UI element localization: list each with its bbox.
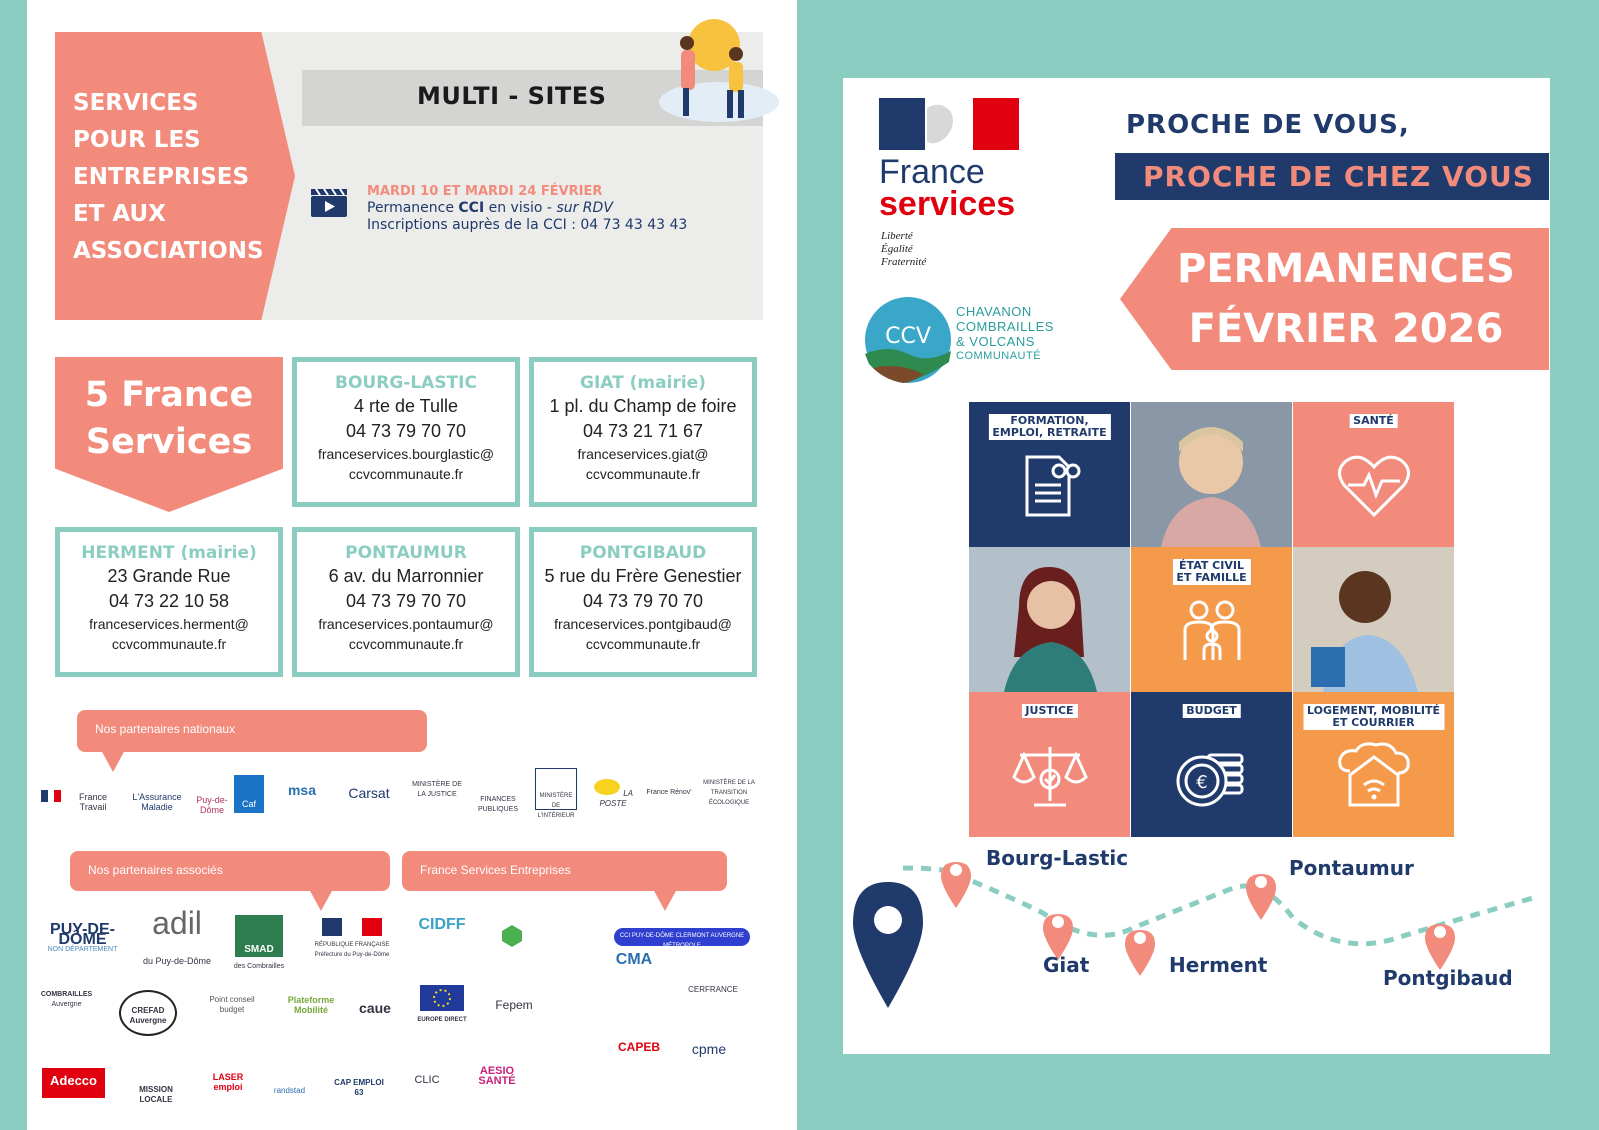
bubble-tail [653, 889, 677, 911]
event-registration: Inscriptions auprès de la CCI : 04 73 43 43 43 [367, 217, 688, 233]
tagline-line-2: PROCHE DE CHEZ VOUS [1143, 160, 1534, 193]
adecco-logo: Adecco [42, 1068, 105, 1098]
cci-logo: CCI PUY-DE-DÔME CLERMONT AUVERGNE MÉTROPOLE [614, 928, 750, 946]
city-bourg-lastic: Bourg-Lastic [986, 846, 1129, 870]
site-email-domain: ccvcommunaute.fr [585, 466, 701, 482]
clic-logo: CLIC [414, 1074, 440, 1086]
tile-label-line: LOGEMENT, MOBILITÉ [1306, 704, 1441, 717]
site-email: franceservices.pontaumur@ [318, 616, 494, 632]
site-email: franceservices.pontgibaud@ [554, 616, 732, 632]
ccv-name-line: COMMUNAUTÉ [956, 350, 1042, 362]
bubble-tail [309, 889, 333, 911]
site-email-domain: ccvcommunaute.fr [111, 636, 227, 652]
france-travail-logo: France Travail [78, 792, 107, 812]
ccv-name-line: & VOLCANS [956, 334, 1035, 349]
event-text: Permanence [367, 200, 459, 216]
cma-logo: CMA [615, 951, 653, 968]
site-email-domain: ccvcommunaute.fr [348, 636, 464, 652]
document-glasses-icon [1015, 451, 1085, 521]
combrailles-logo: COMBRAILLES [40, 991, 93, 998]
site-name: PONTGIBAUD [579, 543, 707, 563]
site-address: 5 rue du Frère Genestier [544, 566, 742, 586]
fs-count-line: 5 France [84, 375, 254, 415]
event-text: en visio - [484, 200, 557, 216]
smad-logo: SMAD [235, 915, 283, 957]
brand-france: France [879, 153, 985, 191]
site-phone: 04 73 22 10 58 [108, 591, 230, 611]
motto-line: Égalité [881, 243, 913, 255]
permanences-title: PERMANENCES [1177, 246, 1515, 292]
motto-line: Fraternité [881, 256, 927, 268]
tile-sante [1293, 402, 1454, 547]
marianne-logo [879, 98, 1019, 150]
prefecture-sub: Préfecture du Puy-de-Dôme [314, 952, 390, 958]
associated-partners-bubble: Nos partenaires associés [70, 851, 390, 891]
site-email-domain: ccvcommunaute.fr [348, 466, 464, 482]
la-poste-logo [587, 778, 639, 809]
enterprise-title [73, 85, 264, 270]
tile-label-line: ÉTAT CIVIL [1179, 559, 1244, 572]
site-email-domain: ccvcommunaute.fr [585, 636, 701, 652]
fs-count-line: Services [85, 422, 253, 462]
tile-label-line: ET COURRIER [1332, 716, 1415, 729]
site-address: 4 rte de Tulle [353, 396, 459, 416]
combrailles-sub: Auvergne [51, 1001, 82, 1008]
tile-etat-civil [1131, 547, 1292, 692]
motto-line: Liberté [881, 230, 913, 242]
photo-portrait-1 [1131, 402, 1292, 547]
msa-logo: msa [287, 782, 317, 798]
cap-emploi-logo: CAP EMPLOI 63 [334, 1078, 384, 1097]
right-page [843, 78, 1550, 1054]
photo-man-glasses [1293, 547, 1454, 692]
randstad-logo: randstad [273, 1086, 306, 1095]
site-name: GIAT (mairie) [580, 373, 706, 393]
pin-herment-icon [1125, 930, 1155, 976]
crefad-sub: Auvergne [129, 1016, 167, 1025]
tile-justice-label: JUSTICE [1021, 704, 1077, 718]
site-card-giat [529, 357, 757, 507]
enterprise-title-line: POUR LES [73, 127, 201, 153]
bubble-tail [101, 750, 125, 772]
carsat-logo: Carsat [348, 785, 390, 801]
city-pontaumur: Pontaumur [1289, 856, 1414, 880]
ccv-name-line: CHAVANON [956, 304, 1032, 319]
city-herment: Herment [1169, 953, 1268, 977]
services-grid [969, 402, 1454, 837]
enterprise-title-line: ENTREPRISES [73, 164, 250, 190]
site-name: PONTAUMUR [345, 543, 467, 563]
plateforme-mobilite-logo: Plateforme Mobilité [287, 995, 335, 1015]
mission-locale-logo: MISSION LOCALE [139, 1085, 173, 1104]
site-card-pontaumur [292, 527, 520, 677]
aesio-sante-logo: AESIO SANTÉ [478, 1065, 516, 1087]
tile-label-line: EMPLOI, RETRAITE [992, 426, 1107, 439]
crefad-label: CREFAD [131, 1006, 165, 1015]
ministere-interieur-logo: MINISTÈRE DE L'INTÉRIEUR [535, 768, 577, 810]
ministere-transition-logo: MINISTÈRE DE LA TRANSITION ÉCOLOGIQUE [703, 780, 755, 806]
city-pontgibaud: Pontgibaud [1383, 966, 1513, 990]
site-email: franceservices.giat@ [577, 446, 709, 462]
finances-publiques-logo: FINANCES PUBLIQUES [477, 796, 519, 813]
france-services-brand [879, 153, 1016, 223]
parentalite-logo [497, 925, 527, 949]
site-address: 1 pl. du Champ de foire [549, 396, 737, 416]
smad-subtitle: des Combrailles [233, 963, 285, 970]
la-poste-label: LA POSTE [599, 789, 634, 808]
crefad-logo [119, 990, 177, 1036]
svg-text:€: € [1195, 772, 1208, 794]
ccv-name-line: COMBRAILLES [956, 319, 1054, 334]
video-clapper-icon [310, 188, 348, 218]
brand-services: services [879, 185, 1016, 223]
cidff-logo: CIDFF [418, 916, 466, 933]
ccv-mark: CCV [885, 324, 931, 349]
adil-logo: adil [152, 905, 202, 941]
enterprise-title-line: ASSOCIATIONS [73, 238, 264, 264]
site-name: HERMENT (mairie) [81, 543, 257, 563]
fepem-logo: Fepem [495, 998, 533, 1012]
point-conseil-budget-logo: Point conseil budget [209, 995, 255, 1014]
site-phone: 04 73 21 71 67 [582, 421, 704, 441]
fs-count-title [55, 372, 283, 466]
prefecture-label: RÉPUBLIQUE FRANÇAISE [314, 942, 390, 948]
site-address: 6 av. du Marronnier [328, 566, 484, 586]
enterprise-partners-bubble: France Services Entreprises [402, 851, 727, 891]
france-renov-logo: France Rénov' [646, 789, 692, 796]
house-wifi-icon [1334, 741, 1414, 811]
photo-woman-smiling [1131, 402, 1292, 547]
event-date: MARDI 10 ET MARDI 24 FÉVRIER [367, 184, 603, 199]
city-giat: Giat [1043, 953, 1090, 977]
site-card-pontgibaud [529, 527, 757, 677]
site-phone: 04 73 79 70 70 [345, 591, 467, 611]
permanences-month: FÉVRIER 2026 [1188, 306, 1504, 352]
event-cci: CCI [458, 200, 485, 216]
caue-logo: caue [359, 1000, 391, 1016]
site-phone: 04 73 79 70 70 [345, 421, 467, 441]
europe-direct-label: EUROPE DIRECT [417, 1017, 467, 1023]
site-email: franceservices.herment@ [89, 616, 249, 632]
site-card-bourg-lastic [292, 357, 520, 507]
pin-bourg-lastic-icon [941, 862, 971, 908]
photo-portrait-3 [1293, 547, 1454, 692]
cci-event-block [367, 183, 687, 234]
left-page [27, 0, 797, 1130]
puy-de-dome-dept-subtitle: NON DÉPARTEMENT [47, 946, 118, 953]
pin-pontaumur-icon [1246, 874, 1276, 920]
photo-portrait-2 [969, 547, 1130, 692]
family-icon [1177, 596, 1247, 666]
event-description [367, 200, 687, 217]
cerfrance-logo: CERFRANCE [688, 985, 738, 994]
tile-logement-label [1303, 704, 1444, 730]
event-rdv: sur RDV [556, 200, 613, 216]
site-card-herment [55, 527, 283, 677]
multisites-label: MULTI - SITES [417, 82, 607, 110]
laser-emploi-logo: LASER emploi [212, 1072, 244, 1092]
republique-francaise-logo [37, 790, 65, 804]
site-name: BOURG-LASTIC [335, 373, 477, 393]
enterprise-title-line: ET AUX [73, 201, 166, 227]
ccv-name [956, 304, 1054, 364]
capeb-logo: CAPEB [617, 1040, 660, 1054]
tile-label-line: FORMATION, [1010, 414, 1089, 427]
adil-subtitle: du Puy-de-Dôme [142, 956, 212, 966]
tile-etat-civil-label [1172, 559, 1250, 585]
lightbulb-people-illustration [639, 10, 779, 125]
puy-de-dome-logo: Puy-de-Dôme [196, 795, 228, 815]
caf-logo: Caf [234, 775, 264, 813]
tile-budget [1131, 692, 1292, 837]
euro-coins-icon [1172, 741, 1252, 811]
tile-justice [969, 692, 1130, 837]
assurance-maladie-logo: L'Assurance Maladie [132, 792, 182, 812]
scales-icon [1010, 741, 1090, 811]
ministere-justice-logo: MINISTÈRE DE LA JUSTICE [412, 781, 462, 798]
main-location-pin-icon [853, 882, 923, 1008]
tile-budget-label: BUDGET [1182, 704, 1241, 718]
republic-motto [881, 230, 926, 269]
site-phone: 04 73 79 70 70 [582, 591, 704, 611]
tile-logement [1293, 692, 1454, 837]
puy-de-dome-dept-logo: PUY-DE-DÔME [50, 921, 115, 948]
tagline-line-1: PROCHE DE VOUS, [1126, 110, 1410, 140]
ccv-logo [863, 296, 953, 384]
site-address: 23 Grande Rue [107, 566, 231, 586]
national-partners-bubble: Nos partenaires nationaux [77, 710, 427, 752]
tile-label-line: ET FAMILLE [1176, 571, 1247, 584]
heart-pulse-icon [1334, 451, 1414, 521]
enterprise-title-line: SERVICES [73, 90, 199, 116]
pin-pontgibaud-icon [1425, 924, 1455, 970]
tile-sante-label: SANTÉ [1349, 414, 1398, 428]
tile-formation [969, 402, 1130, 547]
tile-formation-label [988, 414, 1110, 440]
photo-woman-red-hair [969, 547, 1130, 692]
europe-direct-logo [417, 985, 467, 1025]
site-email: franceservices.bourglastic@ [317, 446, 495, 462]
cpme-logo: cpme [691, 1041, 727, 1057]
prefecture-logo [312, 918, 392, 960]
